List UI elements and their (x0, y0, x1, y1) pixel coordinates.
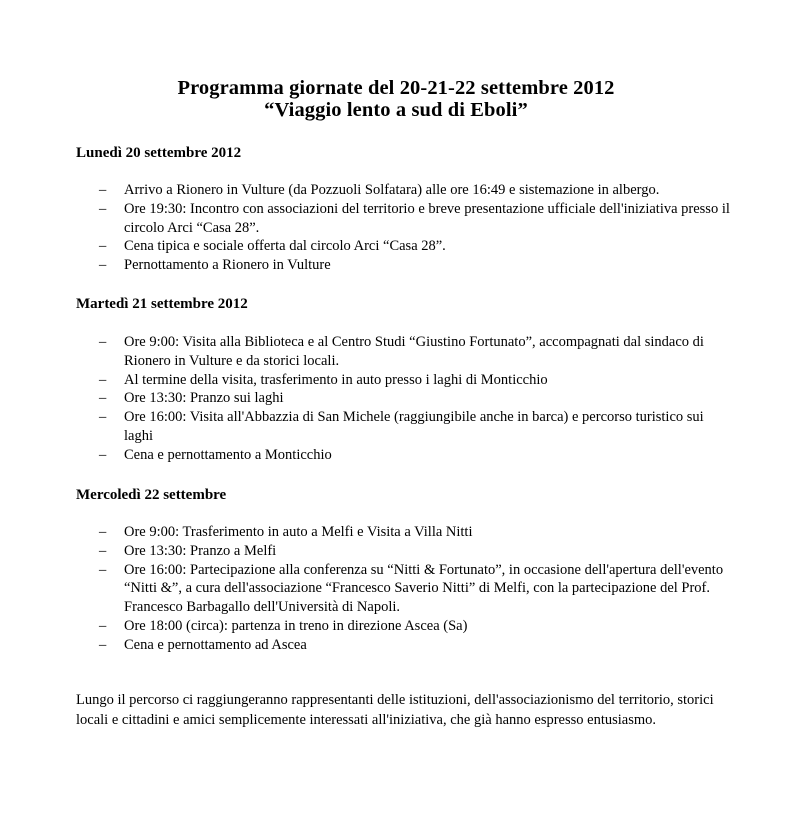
list-item: – Cena tipica e sociale offerta dal circolo Arci “Casa 28”. (99, 238, 446, 255)
bullet-dash: – (99, 390, 107, 407)
list-item: – Ore 13:30: Pranzo a Melfi (99, 542, 277, 559)
bullet-dash: – (99, 257, 107, 274)
list-item: – Ore 19:30: Incontro con associazioni del territorio e breve presentazione ufficiale dell'iniziativa presso il circolo Arci “Casa 28”. (99, 200, 730, 236)
day-heading-wednesday: Mercoledì 22 settembre (76, 487, 227, 503)
bullet-dash: – (99, 182, 107, 198)
list-item: – Cena e pernottamento a Monticchio (99, 446, 332, 463)
bullet-dash: – (99, 542, 107, 559)
schedule-list-tuesday (0, 333, 792, 465)
bullet-dash: – (99, 334, 107, 350)
bullet-dash: – (99, 561, 107, 578)
day-heading-monday: Lunedì 20 settembre 2012 (76, 145, 242, 161)
list-item: – Ore 9:00: Visita alla Biblioteca e al Centro Studi “Giustino Fortunato”, accompagnati dal sindaco di Rionero in Vulture e da storici locali. (99, 334, 704, 369)
list-item: – Ore 9:00: Trasferimento in auto a Melfi e Visita a Villa Nitti (99, 524, 473, 540)
document-title: Programma giornate del 20-21-22 settembre 2012 (177, 77, 615, 99)
closing-paragraph: Lungo il percorso ci raggiungeranno rappresentanti delle istituzioni, dell'associazionismo del territorio, storici locali e cittadini e amici semplicemente interessati all'iniziativa, che già hanno espresso entusiasmo. (76, 692, 714, 728)
list-item: – Cena e pernottamento ad Ascea (99, 636, 307, 653)
bullet-dash: – (99, 617, 107, 634)
list-item: – Arrivo a Rionero in Vulture (da Pozzuoli Solfatara) alle ore 16:49 e sistemazione in albergo. (99, 182, 660, 198)
bullet-dash: – (99, 524, 107, 540)
bullet-dash: – (99, 409, 107, 426)
bullet-dash: – (99, 371, 107, 388)
list-item: – Ore 13:30: Pranzo sui laghi (99, 390, 284, 407)
list-item: – Pernottamento a Rionero in Vulture (99, 257, 331, 274)
bullet-dash: – (99, 238, 107, 255)
list-item: – Ore 16:00: Partecipazione alla conferenza su “Nitti & Fortunato”, in occasione dell'apertura dell'evento “Nitti &”, a cura dell'associazione “Francesco Saverio Nitti” di Melfi, con la partecipazione del Prof. Francesco Barbagallo dell'Università di Napoli. (99, 561, 724, 616)
list-item: – Ore 16:00: Visita all'Abbazzia di San Michele (raggiungibile anche in barca) e percorso turistico sui laghi (99, 409, 704, 444)
bullet-dash: – (99, 636, 107, 653)
schedule-list-wednesday (0, 523, 792, 655)
list-item: – Ore 18:00 (circa): partenza in treno in direzione Ascea (Sa) (99, 617, 468, 634)
schedule-list-monday (0, 181, 792, 275)
bullet-dash: – (99, 446, 107, 463)
bullet-dash: – (99, 200, 107, 217)
day-heading-tuesday: Martedì 21 settembre 2012 (76, 296, 248, 312)
list-item: – Al termine della visita, trasferimento in auto presso i laghi di Monticchio (99, 371, 548, 388)
document-subtitle: “Viaggio lento a sud di Eboli” (264, 99, 528, 121)
